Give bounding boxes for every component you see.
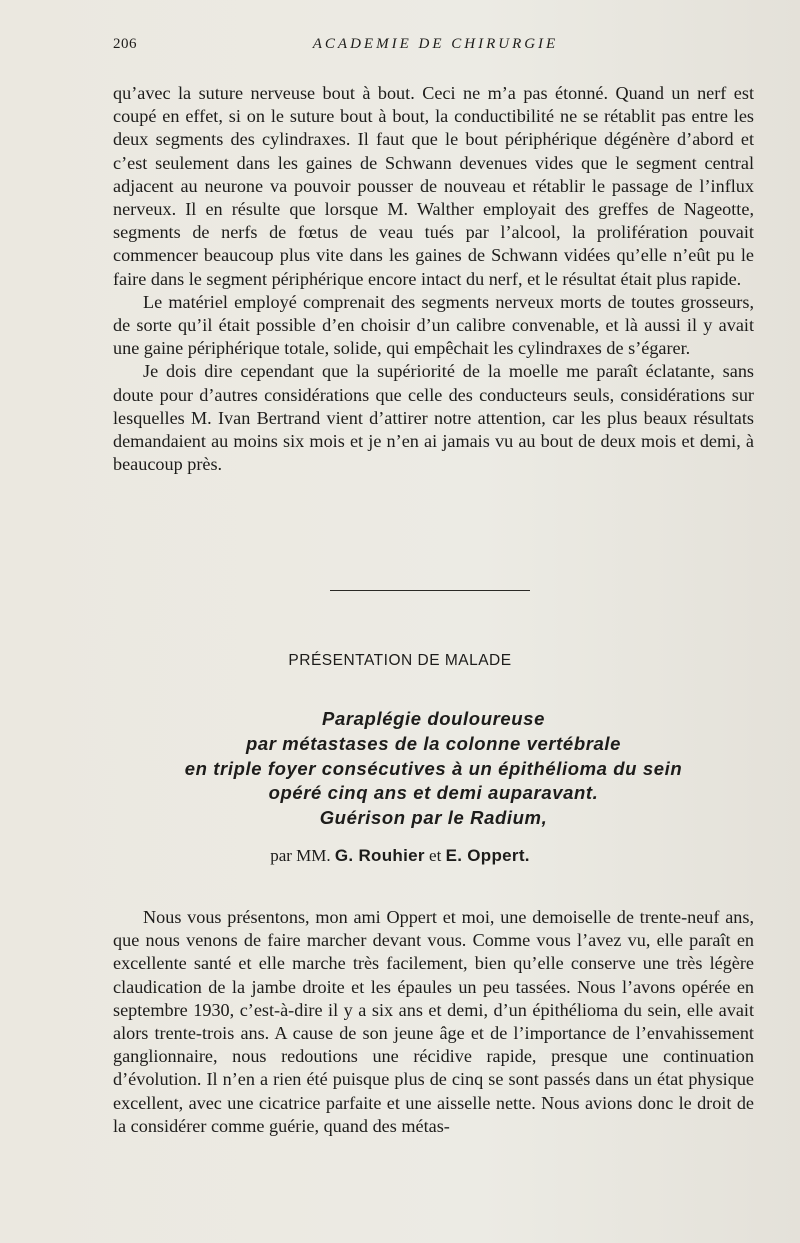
paragraph: Nous vous présentons, mon ami Oppert et moi, une demoiselle de trente-neuf ans, que nous venons de faire marcher devant vous. Comme vous l’avez vu, elle paraît en excellente santé et elle marche très facilement, bien qu’elle conserve une très légère claudication de la jambe droite et les épaules un peu tassées. Nous l’avons opérée en septembre 1930, c’est-à-dire il y a six ans et demi, d’un épithélioma du sein, elle avait alors trente-trois ans. A cause de son jeune âge et de l’importance de l’envahissement ganglionnaire, nous redoutions une récidive rapide, presque une continuation d’évolution. Il n’en a rien été puisque plus de cinq se sont passés dans un état physique excellent, avec une cicatrice parfaite et une aisselle nette. Nous avions donc le droit de la considérer comme guérie, quand des métas- bbox=[113, 907, 754, 1136]
author-name: E. Oppert. bbox=[445, 846, 530, 865]
running-head bbox=[113, 36, 758, 58]
case-title-line: Guérison par le Radium, bbox=[319, 807, 548, 829]
running-title: ACADEMIE DE CHIRURGIE bbox=[312, 36, 559, 52]
case-title bbox=[113, 707, 754, 831]
paragraph: Je dois dire cependant que la supériorité de la moelle me paraît éclatante, sans doute pour d’autres considérations que celle des conducteurs seuls, considérations sur lesquelles M. Ivan Bertrand vient d’attirer notre attention, car les plus beaux résultats demandaient au moins six mois et je n’en ai jamais vu au bout de deux mois et demi, à beaucoup près. bbox=[113, 361, 754, 475]
authors-prefix: par MM. bbox=[270, 846, 331, 865]
authors-conjunction: et bbox=[429, 846, 442, 865]
author-name: G. Rouhier bbox=[334, 846, 425, 865]
case-title-line: par métastases de la colonne vertébrale bbox=[245, 732, 622, 754]
case-title-line: opéré cinq ans et demi auparavant. bbox=[268, 782, 599, 804]
authors-line bbox=[0, 846, 800, 866]
paragraph: qu’avec la suture nerveuse bout à bout. Ceci ne m’a pas étonné. Quand un nerf est coupé en effet, si on le suture bout à bout, la conductibilité ne se rétablit pas entre les deux segments des cylindraxes. Il faut que le bout périphérique dégénère d’abord et c’est seulement dans les gaines de Schwann devenues vides que le segment central adjacent au neurone va pouvoir pousser de nouveau et rétablir le passage de l’influx nerveux. Il en résulte que lorsque M. Walther employait des greffes de Nageotte, segments de nerfs de fœtus de veau tués par l’alcool, la prolifération pouvait commencer beaucoup plus vite dans les gaines de Schwann vidées qu’elle n’eût pu le faire dans le segment périphérique encore intact du nerf, et le résultat était plus rapide. bbox=[113, 83, 754, 289]
section-divider bbox=[330, 590, 530, 591]
case-title-line: Paraplégie douloureuse bbox=[322, 708, 545, 729]
section-title: PRÉSENTATION DE MALADE bbox=[288, 652, 512, 669]
case-title-line: en triple foyer consécutives à un épithélioma du sein bbox=[184, 757, 683, 779]
continued-text-block bbox=[113, 82, 754, 476]
paragraph: Le matériel employé comprenait des segments nerveux morts de toutes grosseurs, de sorte qu’il était possible d’en choisir d’un calibre convenable, et là aussi il y avait une gaine périphérique totale, solide, qui empêchait les cylindraxes de s’égarer. bbox=[113, 291, 754, 359]
presentation-text-block bbox=[113, 906, 754, 1138]
page-number: 206 bbox=[113, 36, 137, 52]
